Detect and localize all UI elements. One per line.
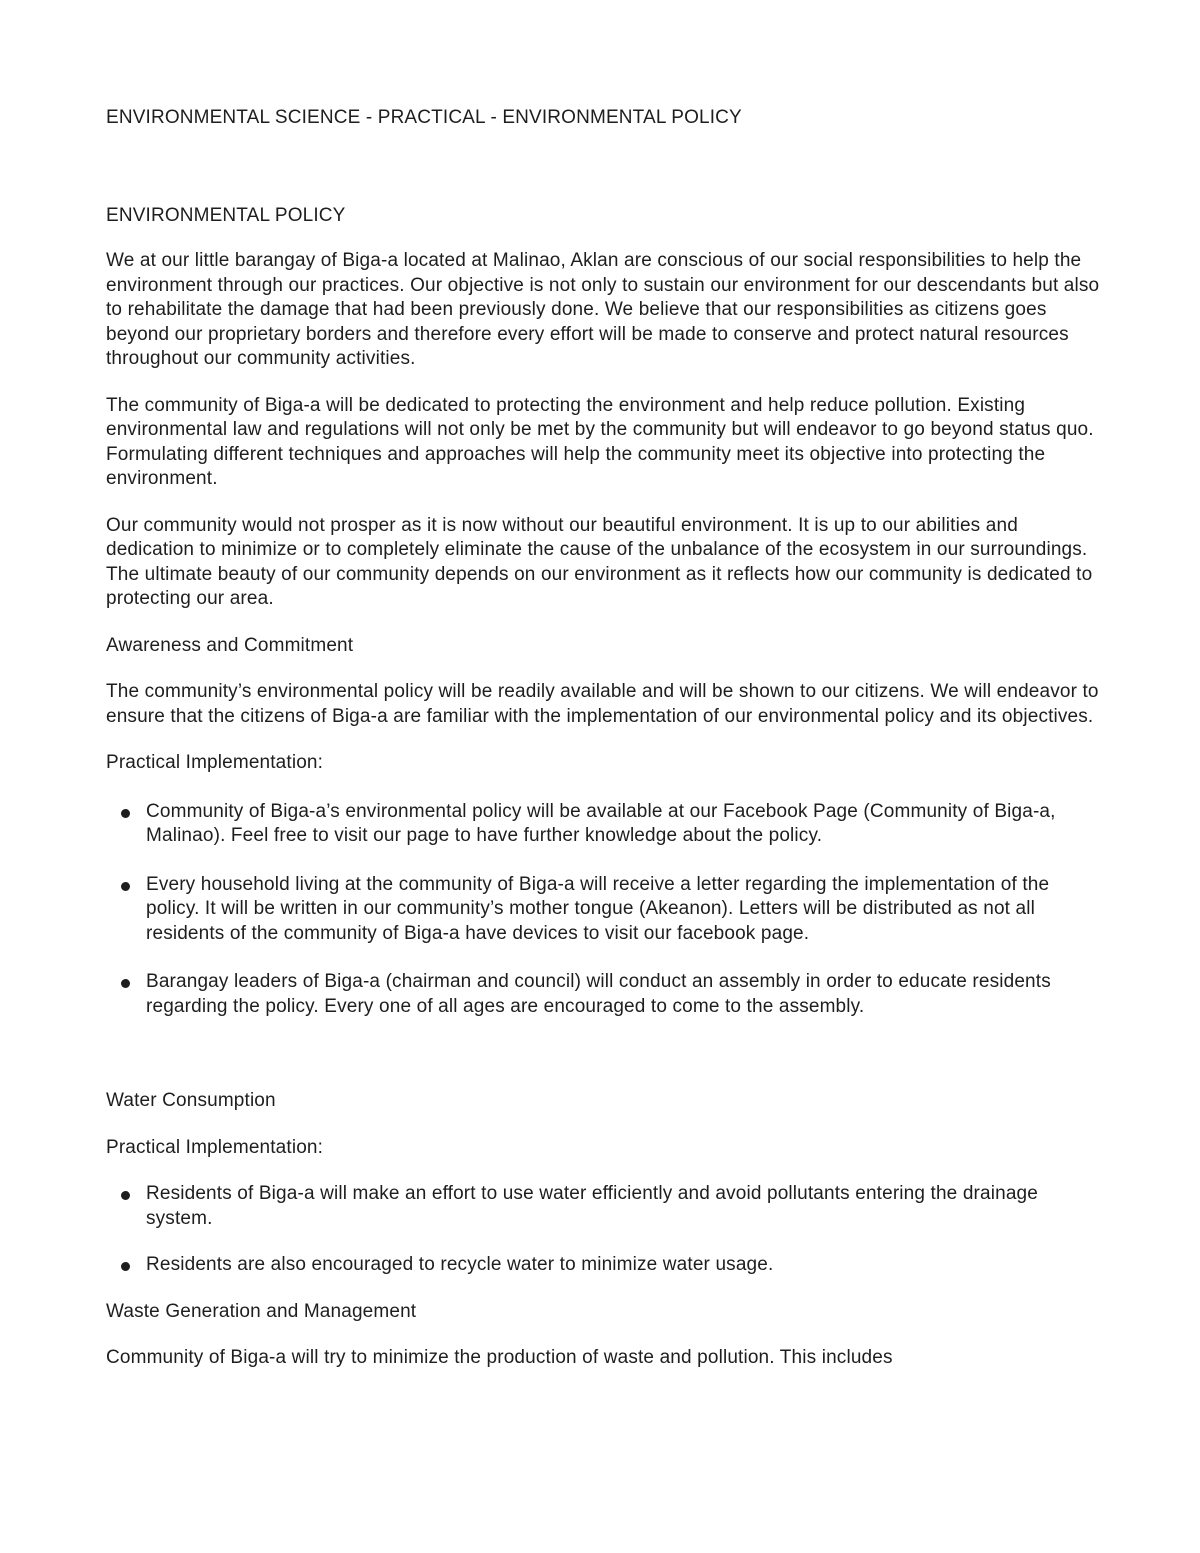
bullet-icon bbox=[121, 1191, 130, 1200]
intro-paragraph: The community of Biga-a will be dedicated to protecting the environment and help reduce pollution. Existing environmental law and regulations will not only be met by the community but will endeavor to go beyond status quo. Formulating different techniques and approaches will help the community meet its objective into protecting the environment. bbox=[106, 394, 1094, 489]
bullet-icon bbox=[121, 882, 130, 891]
bullet-text: Barangay leaders of Biga-a (chairman and council) will conduct an assembly in order to educate residents regarding the policy. Every one of all ages are encouraged to come to the assembly. bbox=[146, 971, 1051, 1017]
waste-paragraph: Community of Biga-a will try to minimize the production of waste and pollution. This includes bbox=[106, 1347, 893, 1368]
bullet-item bbox=[106, 970, 1100, 1019]
bullet-item bbox=[106, 1253, 1100, 1278]
bullet-icon bbox=[121, 1262, 130, 1271]
bullet-text: Residents are also encouraged to recycle water to minimize water usage. bbox=[146, 1254, 774, 1275]
water-bullet-list bbox=[106, 1182, 1100, 1278]
awareness-impl-heading: Practical Implementation: bbox=[106, 752, 324, 773]
waste-heading: Waste Generation and Management bbox=[106, 1300, 417, 1322]
bullet-icon bbox=[121, 809, 130, 818]
water-heading: Water Consumption bbox=[106, 1090, 276, 1111]
bullet-icon bbox=[121, 979, 130, 988]
bullet-item bbox=[106, 873, 1100, 947]
intro-paragraph: We at our little barangay of Biga-a located at Malinao, Aklan are conscious of our social responsibilities to help the environment through our practices. Our objective is not only to sustain our environment for our descendants but also to rehabilitate the damage that had been previously done. We believe that our responsibilities as citizens goes beyond our proprietary borders and therefore every effort will be made to conserve and protect natural resources throughout our community activities. bbox=[106, 250, 1100, 369]
bullet-text: Community of Biga-a’s environmental policy will be available at our Facebook Page (Community of Biga-a, Malinao). Feel free to visit our page to have further knowledge about the policy. bbox=[146, 800, 1056, 846]
awareness-bullet-list bbox=[106, 800, 1100, 1020]
awareness-paragraph: The community’s environmental policy will be readily available and will be shown to our citizens. We will endeavor to ensure that the citizens of Biga-a are familiar with the implementation of our environmental policy and its objectives. bbox=[106, 681, 1099, 727]
intro-paragraph: Our community would not prosper as it is now without our beautiful environment. It is up to our abilities and dedication to minimize or to completely eliminate the cause of the unbalance of the ecosystem in our surroundings. The ultimate beauty of our community depends on our environment as it reflects how our community is dedicated to protecting our area. bbox=[106, 514, 1093, 609]
policy-heading: ENVIRONMENTAL POLICY bbox=[106, 204, 346, 226]
bullet-text: Every household living at the community of Biga-a will receive a letter regarding the implementation of the policy. It will be written in our community’s mother tongue (Akeanon). Letters will be distributed as not all residents of the community of Biga-a have devices to visit our facebook page. bbox=[146, 873, 1050, 944]
bullet-text: Residents of Biga-a will make an effort to use water efficiently and avoid pollutants entering the drainage system. bbox=[146, 1183, 1038, 1229]
document-title: ENVIRONMENTAL SCIENCE - PRACTICAL - ENVIRONMENTAL POLICY bbox=[106, 107, 742, 128]
water-impl-heading: Practical Implementation: bbox=[106, 1136, 324, 1158]
bullet-item bbox=[106, 800, 1100, 849]
awareness-heading: Awareness and Commitment bbox=[106, 634, 354, 656]
bullet-item bbox=[106, 1182, 1100, 1231]
